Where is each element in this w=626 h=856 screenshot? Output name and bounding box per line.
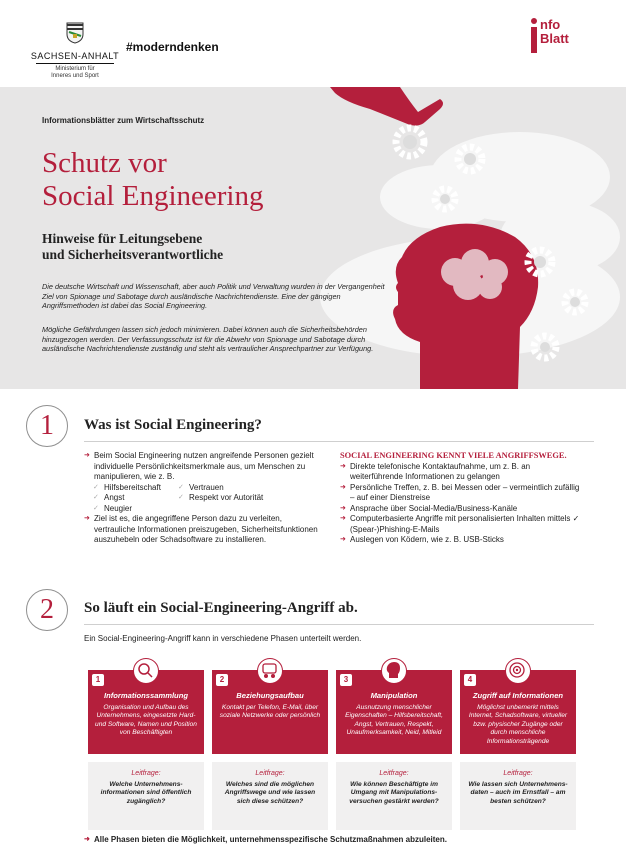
phase-number: 3 xyxy=(340,674,352,686)
phase-name: Zugriff auf Informationen xyxy=(472,691,564,700)
document-series-label: Informationsblätter zum Wirtschaftsschutz xyxy=(42,116,205,125)
phase-description: Organisation und Aufbau des Unternehmens, eingesetzte Hard- und Software, Namen und Position von Beschäftigten xyxy=(95,704,197,737)
trait-item: ✓ Angst xyxy=(84,493,169,504)
intro-paragraph-1: Die deutsche Wirtschaft und Wissenschaft, aber auch Politik und Verwaltung wurden in der Vergangenheit Ziel von Spionage und Sabotage durch ausländische Nachrichtendienste. Eine der gängigen Angriffsmethoden ist dabei das Social Engineering. xyxy=(42,282,385,311)
section-2-title: So läuft ein Social-Engineering-Angriff ab. xyxy=(84,600,358,616)
bullet-goal: ➜ Ziel ist es, die angegriffene Person dazu zu verleiten, vertrauliche Informationen preiszugeben, Sicherheitsfunktionen auszuhebeln oder Schadsoftware zu installieren. xyxy=(84,514,324,546)
guiding-question-text: Welche Unternehmensinformationen sind öffentlich zugänglich? xyxy=(100,781,192,805)
ministry-name: Ministerium für Inneres und Sport xyxy=(51,66,99,79)
trait-item: ✓ Neugier xyxy=(84,504,169,515)
people-chat-icon xyxy=(257,658,283,684)
section-2-divider xyxy=(84,624,594,625)
section-2-number: 2 xyxy=(26,589,68,631)
footer-statement: ➜ Alle Phasen bieten die Möglichkeit, unternehmensspezifische Schutzmaßnahmen abzuleiten. xyxy=(84,835,584,846)
phase-description: Kontakt per Telefon, E-Mail, über soziale Netzwerke oder persönlich xyxy=(219,704,321,720)
guiding-question-1 xyxy=(88,762,204,830)
phase-name: Beziehungsaufbau xyxy=(236,691,304,700)
section-1-right-column xyxy=(340,451,580,546)
phase-number: 4 xyxy=(464,674,476,686)
bullet-definition: ➜ Beim Social Engineering nutzen angreifende Personen gezielt individuelle Persönlichkeitsmerkmale aus, um Menschen zu manipulieren, wie z. B. xyxy=(84,451,324,483)
page-subtitle: Hinweise für Leitungsebene und Sicherheitsverantwortliche xyxy=(42,231,224,262)
guiding-question-label: Leitfrage: xyxy=(255,770,285,777)
traits-list xyxy=(84,483,324,515)
page-title: Schutz vor Social Engineering xyxy=(42,147,264,212)
phase-number: 2 xyxy=(216,674,228,686)
state-logo xyxy=(30,22,120,80)
attack-path-item: ➜ Direkte telefonische Kontaktaufnahme, um z. B. an weiterführende Informationen zu gelangen xyxy=(340,462,580,483)
search-gear-icon xyxy=(133,658,159,684)
phase-number: 1 xyxy=(92,674,104,686)
phase-description: Möglichst unbemerkt mittels Internet, Schadsoftware, virtueller bzw. physischer Zugänge oder durch menschliche Informationsträgende xyxy=(468,704,568,745)
guiding-question-2 xyxy=(212,762,328,830)
coat-of-arms-icon xyxy=(65,22,85,44)
attack-path-item: ➜ Persönliche Treffen, z. B. bei Messen oder – vermeintlich zufällig – auf einer Dienstreise xyxy=(340,483,580,504)
section-1-number: 1 xyxy=(26,405,68,447)
guiding-question-label: Leitfrage: xyxy=(379,770,409,777)
attack-path-item: ➜ Computerbasierte Angriffe mit personalisierten Inhalten mittels ✓ (Spear-)Phishing-E-Mails xyxy=(340,514,580,535)
guiding-question-text: Welches sind die möglichen Angriffswege und wie lassen sich diese schützen? xyxy=(224,781,316,805)
guiding-question-text: Wie lassen sich Unternehmensdaten – auch im Ernstfall – am besten schützen? xyxy=(468,781,568,805)
state-name: SACHSEN-ANHALT xyxy=(30,51,120,61)
trait-item: ✓ Hilfsbereitschaft xyxy=(84,483,169,494)
phase-name: Informationssammlung xyxy=(104,691,188,700)
section-1-title: Was ist Social Engineering? xyxy=(84,417,262,433)
attack-path-item: ➜ Auslegen von Ködern, wie z. B. USB-Sticks xyxy=(340,535,580,546)
section-1-divider xyxy=(84,441,594,442)
guiding-question-3 xyxy=(336,762,452,830)
guiding-question-text: Wie können Beschäftigte im Umgang mit Manipulationsversuchen gestärkt werden? xyxy=(349,781,439,805)
guiding-question-label: Leitfrage: xyxy=(503,770,533,777)
intro-paragraph-2: Mögliche Gefährdungen lassen sich jedoch minimieren. Dabei können auch die Sicherheitsbehörden hinzugezogen werden. Der Verfassungsschutz ist für die Abwehr von Spionage und Sabotage durch ausländische Nachrichtendienste zuständig und steht als vertraulicher Ansprechpartner zur Verfügung. xyxy=(42,325,374,354)
guiding-question-label: Leitfrage: xyxy=(131,770,161,777)
hashtag: #moderndenken xyxy=(126,40,219,54)
guiding-question-4 xyxy=(460,762,576,830)
phase-description: Ausnutzung menschlicher Eigenschaften – Hilfsbereitschaft, Angst, Vertrauen, Respekt, Unaufmerksamkeit, Neid, Mitleid xyxy=(345,704,443,737)
head-gear-icon xyxy=(381,658,407,684)
target-icon xyxy=(505,658,531,684)
phase-name: Manipulation xyxy=(370,691,418,700)
attack-paths-heading: SOCIAL ENGINEERING KENNT VIELE ANGRIFFSWEGE. xyxy=(340,451,567,460)
trait-item: ✓ Respekt vor Autorität xyxy=(169,493,289,504)
attack-path-item: ➜ Ansprache über Social-Media/Business-Kanäle xyxy=(340,504,580,515)
section-2-intro: Ein Social-Engineering-Angriff kann in verschiedene Phasen unterteilt werden. xyxy=(84,634,362,643)
section-1-left-column xyxy=(84,451,324,546)
trait-item: ✓ Vertrauen xyxy=(169,483,254,494)
